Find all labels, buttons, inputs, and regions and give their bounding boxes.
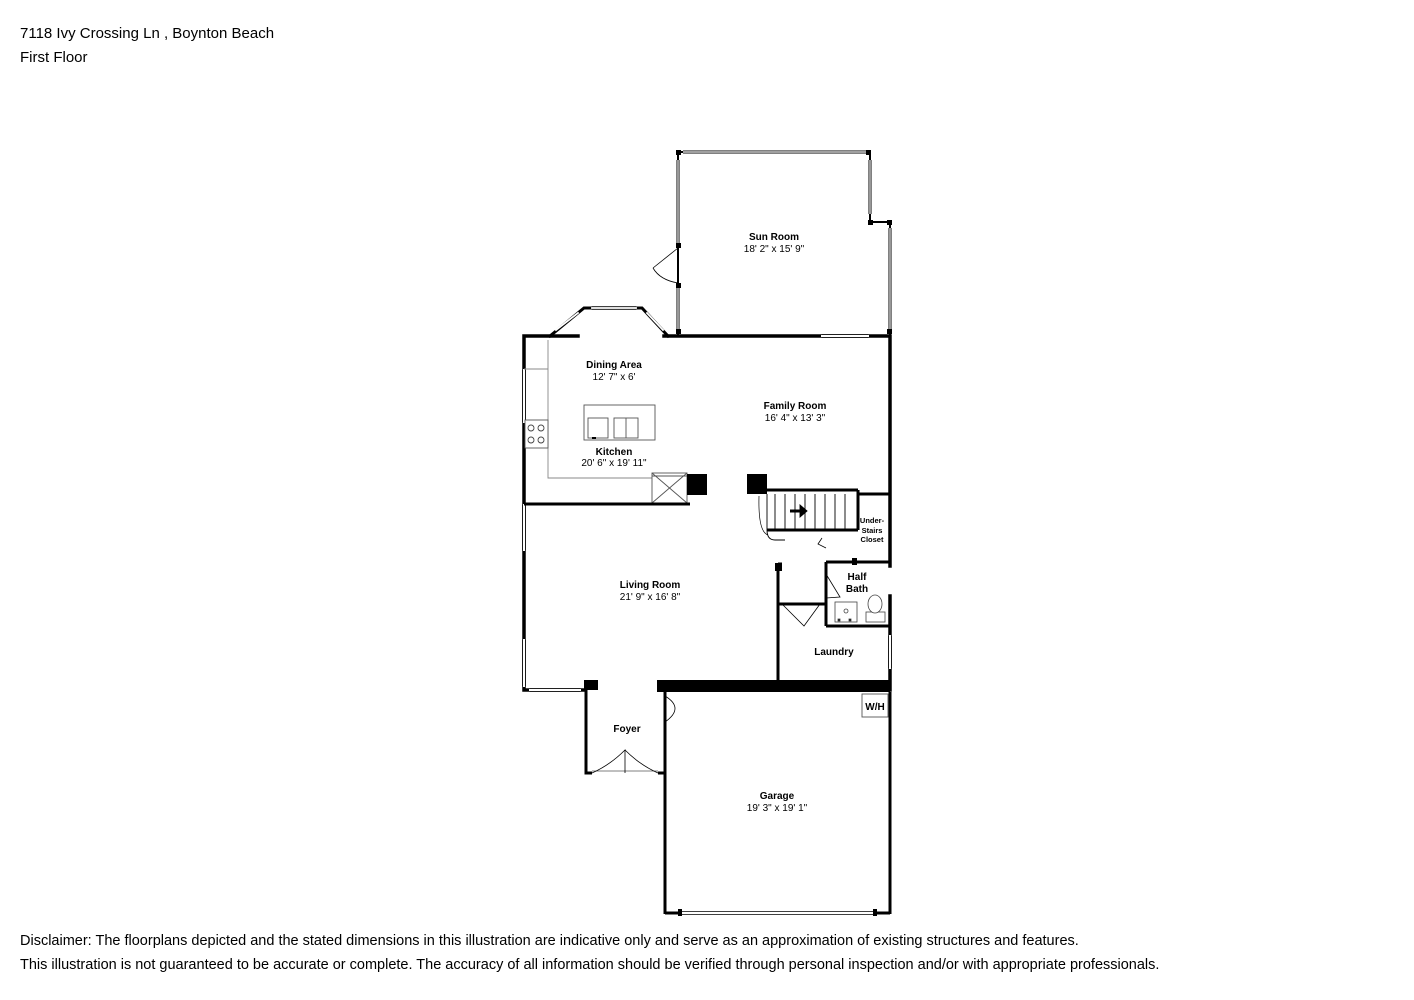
sun-room-walls (676, 150, 892, 336)
kitchen-name: Kitchen (595, 447, 633, 458)
garage-name: Garage (759, 791, 795, 802)
water-heater-text: W/H (865, 702, 885, 713)
under-stairs-closet-label (860, 516, 885, 544)
laundry-label (814, 647, 854, 658)
living-room-label (620, 580, 681, 603)
under-stairs-line1: Under- (859, 516, 885, 525)
refrigerator (652, 473, 687, 503)
kitchen-pillar (687, 474, 707, 495)
front-double-door (592, 750, 658, 773)
disclaimer (20, 929, 1159, 977)
staircase (759, 494, 845, 548)
dining-area-label (586, 360, 642, 383)
disclaimer-line-1: Disclaimer: The floorplans depicted and the stated dimensions in this illustration are indicative only and serve as an approximation of existing structures and features. (20, 933, 1079, 949)
family-room-name: Family Room (763, 401, 827, 412)
dining-area-dims: 12' 7" x 6' (592, 372, 636, 383)
kitchen-dims: 20' 6" x 19' 11" (581, 458, 647, 469)
stair-pillar (747, 474, 767, 494)
half-bath-line2: Bath (845, 584, 869, 595)
living-room-dims: 21' 9" x 16' 8" (619, 592, 681, 603)
water-heater-label (865, 702, 884, 713)
half-bath-pillar (852, 558, 857, 565)
living-room-name: Living Room (619, 580, 681, 591)
half-bath-door (826, 574, 840, 598)
garage-walls (584, 680, 890, 916)
laundry-name: Laundry (814, 647, 854, 658)
garage-dims: 19' 3" x 19' 1" (746, 803, 808, 814)
dining-area-name: Dining Area (586, 360, 642, 371)
garage-label (747, 791, 808, 814)
under-stairs-line3: Closet (860, 535, 884, 544)
sun-room-name: Sun Room (749, 232, 799, 243)
sun-room-door (653, 248, 678, 283)
laundry-pillar (775, 563, 782, 571)
half-bath-fixtures (835, 595, 885, 622)
kitchen-island (584, 405, 655, 440)
main-exterior-walls (523, 307, 892, 692)
family-room-label (764, 401, 827, 424)
sun-room-dims: 18' 2" x 15' 9" (743, 244, 805, 255)
address-title: 7118 Ivy Crossing Ln , Boynton Beach (20, 25, 275, 42)
kitchen-label (581, 447, 647, 469)
half-bath-label (846, 572, 868, 595)
floor-label: First Floor (20, 49, 88, 66)
half-bath-line1: Half (847, 572, 867, 583)
under-stairs-line2: Stairs (861, 526, 883, 535)
foyer-label (613, 724, 640, 735)
sun-room-label (744, 232, 805, 255)
foyer-name: Foyer (613, 724, 641, 735)
disclaimer-line-2: This illustration is not guaranteed to be accurate or complete. The accuracy of all information should be verified through personal inspection and/or with appropriate professionals. (20, 957, 1160, 973)
family-room-dims: 16' 4" x 13' 3" (764, 413, 826, 424)
laundry-door (782, 604, 820, 626)
